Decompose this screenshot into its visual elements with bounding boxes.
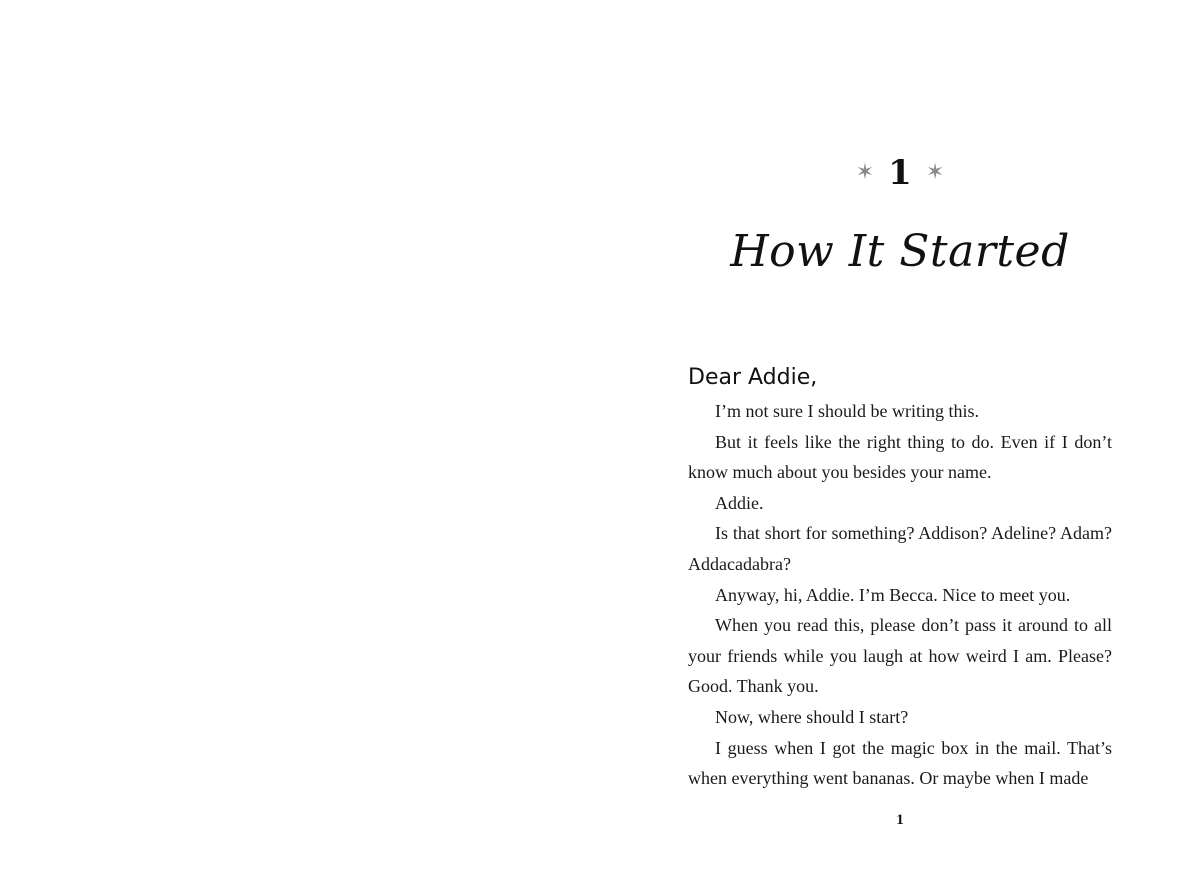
paragraph: Addie. <box>715 492 764 513</box>
paragraph: I guess when I got the magic box in the mail. That’s when everything went bananas. Or maybe when I made <box>688 737 1112 789</box>
star-icon: ✶ <box>925 160 945 185</box>
chapter-number: 1 <box>888 153 912 193</box>
paragraph: Now, where should I start? <box>715 706 909 727</box>
letter-body <box>688 396 1112 794</box>
paragraph: Anyway, hi, Addie. I’m Becca. Nice to meet you. <box>715 584 1071 605</box>
star-icon: ✶ <box>855 160 875 185</box>
paragraph: But it feels like the right thing to do. Even if I don’t know much about you besides your name. <box>688 431 1112 483</box>
paragraph: When you read this, please don’t pass it around to all your friends while you laugh at how weird I am. Please? Good. Thank you. <box>688 615 1112 697</box>
chapter-marker <box>688 153 1112 193</box>
letter-salutation: Dear Addie, <box>688 365 818 390</box>
page-number: 1 <box>896 812 904 828</box>
chapter-title: How It Started <box>730 226 1070 277</box>
paragraph: I’m not sure I should be writing this. <box>715 401 979 421</box>
paragraph: Is that short for something? Addison? Adeline? Adam? Addacadabra? <box>688 523 1112 574</box>
